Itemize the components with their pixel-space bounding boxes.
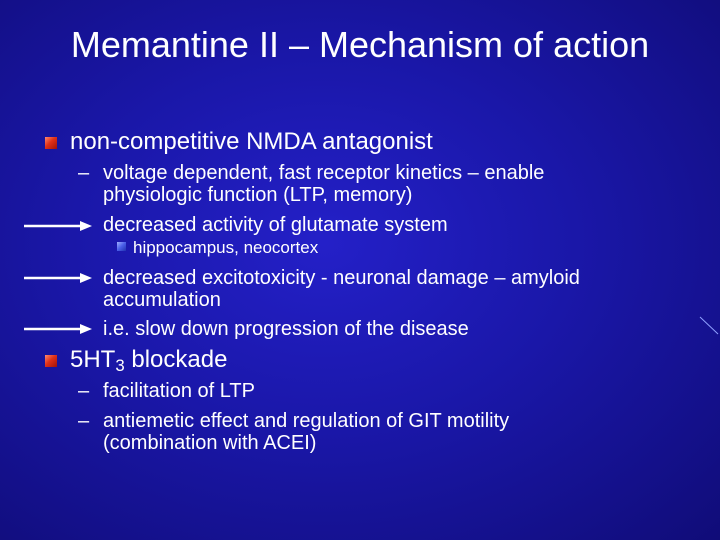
subbullet-antiemetic-line1: antiemetic effect and regulation of GIT motility bbox=[103, 410, 510, 432]
arrow-text-excitotoxicity-line1: decreased excitotoxicity - neuronal damage – amyloid bbox=[103, 267, 580, 289]
bullet-text-nmda: non-competitive NMDA antagonist bbox=[70, 128, 433, 155]
dash-marker: – bbox=[78, 162, 90, 184]
subbullet-antiemetic-line2: (combination with ACEI) bbox=[103, 432, 317, 454]
decorative-line bbox=[698, 316, 720, 336]
arrow-text-progression: i.e. slow down progression of the disease bbox=[103, 318, 469, 340]
bullet-text-5ht3-subscript: 3 bbox=[115, 356, 125, 376]
bullet-square-icon bbox=[45, 137, 57, 149]
bullet-text-5ht3 bbox=[70, 346, 227, 374]
bullet-square-icon bbox=[45, 355, 57, 367]
bullet-text-5ht3-suffix: blockade bbox=[124, 346, 228, 373]
subbullet-voltage-line1: voltage dependent, fast receptor kinetics – enable bbox=[103, 162, 545, 184]
slide-title: Memantine II – Mechanism of action bbox=[70, 24, 650, 65]
dash-marker: – bbox=[78, 380, 90, 402]
dash-marker: – bbox=[78, 410, 90, 432]
right-arrow-icon bbox=[22, 322, 94, 336]
arrow-text-excitotoxicity-line2: accumulation bbox=[103, 289, 221, 311]
arrow-text-glutamate: decreased activity of glutamate system bbox=[103, 214, 448, 236]
subsub-text-hippocampus: hippocampus, neocortex bbox=[133, 238, 319, 257]
small-bullet-square-icon bbox=[117, 242, 126, 251]
subbullet-voltage-line2: physiologic function (LTP, memory) bbox=[103, 184, 413, 206]
subbullet-ltp: facilitation of LTP bbox=[103, 380, 255, 402]
bullet-text-5ht3-prefix: 5HT bbox=[70, 346, 116, 373]
right-arrow-icon bbox=[22, 219, 94, 233]
right-arrow-icon bbox=[22, 271, 94, 285]
